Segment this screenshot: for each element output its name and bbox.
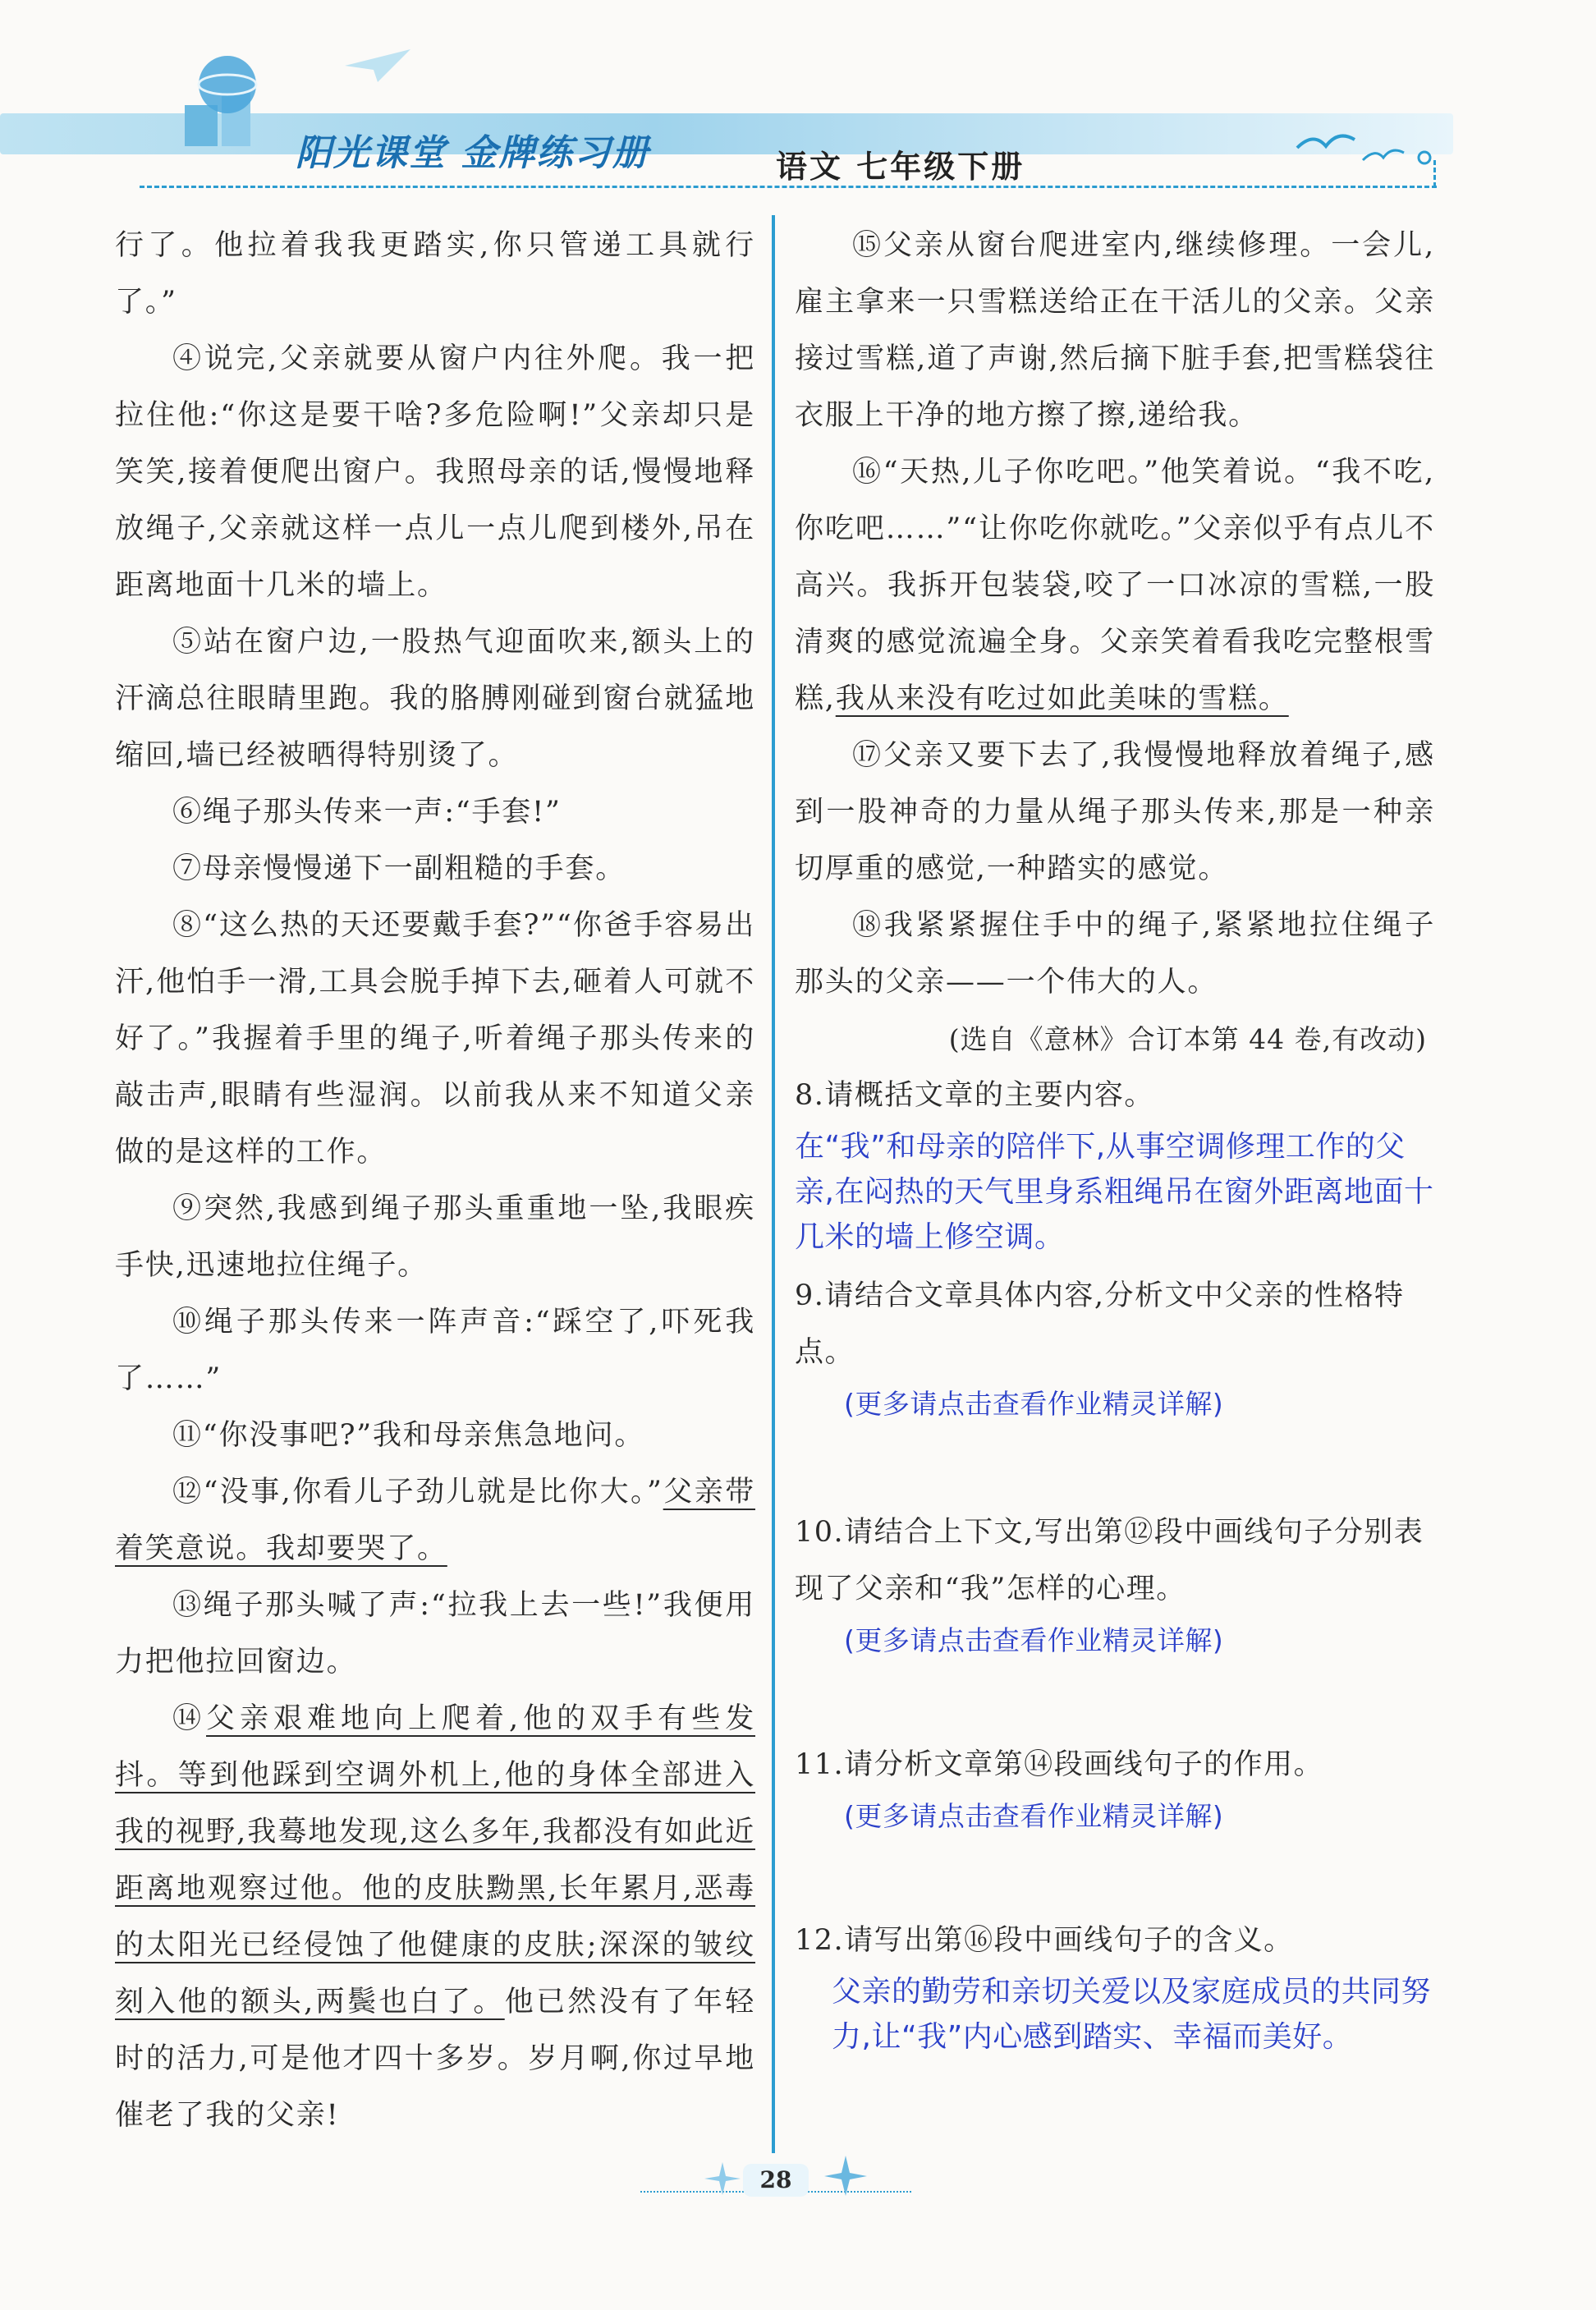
question-11-text: 11.请分析文章第⑭段画线句子的作用。: [795, 1748, 1324, 1781]
book-title: 阳光课堂 金牌练习册: [296, 132, 650, 174]
paragraph-18: ⑱我紧紧握住手中的绳子,紧紧地拉住绳子那头的父亲——一个伟大的人。: [795, 909, 1435, 999]
paragraph-16-underline: 我从来没有吃过如此美味的雪糕。: [835, 682, 1289, 715]
footer-sparkle-icon: [821, 2153, 870, 2198]
left-column: [115, 218, 755, 2144]
paragraph-12-underline: 父亲带着笑意说。我却要哭了。: [115, 1476, 755, 1565]
question-11: [795, 1737, 1435, 1839]
question-8: [795, 1068, 1435, 1260]
question-12-text: 12.请写出第⑯段中画线句子的含义。: [795, 1924, 1294, 1957]
paragraph-7: ⑦母亲慢慢递下一副粗糙的手套。: [172, 852, 626, 885]
paragraph-5: ⑤站在窗户边,一股热气迎面吹来,额头上的汗滴总往眼睛里跑。我的胳膊刚碰到窗台就猛地缩回,墙已经被晒得特别烫了。: [115, 626, 755, 772]
question-10: [795, 1504, 1435, 1663]
question-12-answer: 父亲的勤劳和亲切关爱以及家庭成员的共同努力,让“我”内心感到踏实、幸福而美好。: [832, 1975, 1432, 2054]
paragraph-15: ⑮父亲从窗台爬进室内,继续修理。一会儿,雇主拿来一只雪糕送给正在干活儿的父亲。父亲接过雪糕,道了声谢,然后摘下脏手套,把雪糕袋往衣服上干净的地方擦了擦,递给我。: [795, 229, 1435, 432]
subject-grade: 语文 七年级下册: [776, 149, 1025, 185]
paragraph-14-text: 他已然没有了年轻时的活力,可是他才四十多岁。岁月啊,你过早地催老了我的父亲!: [115, 1986, 755, 2132]
question-9-text: 9.请结合文章具体内容,分析文中父亲的性格特点。: [795, 1279, 1405, 1369]
footer-star-icon: [698, 2158, 747, 2199]
paragraph-3-end: 行了。他拉着我我更踏实,你只管递工具就行了。”: [115, 229, 755, 319]
paragraph-14-number: ⑭: [172, 1702, 207, 1735]
header-dash-line: [140, 186, 1437, 188]
question-9: [795, 1268, 1435, 1426]
paragraph-10: ⑩绳子那头传来一阵声音:“踩空了,吓死我了……”: [115, 1306, 755, 1395]
question-9-detail-link[interactable]: (更多请点击查看作业精灵详解): [844, 1388, 1224, 1420]
birds-icon: [1289, 115, 1437, 172]
paragraph-6: ⑥绳子那头传来一声:“手套!”: [172, 796, 562, 829]
page-number: 28: [743, 2164, 809, 2197]
paragraph-17: ⑰父亲又要下去了,我慢慢地释放着绳子,感到一股神奇的力量从绳子那头传来,那是一种亲切厚重的感觉,一种踏实的感觉。: [795, 739, 1435, 885]
paragraph-8: ⑧“这么热的天还要戴手套?”“你爸手容易出汗,他怕手一滑,工具会脱手掉下去,砸着人可就不好了。”我握着手里的绳子,听着绳子那头传来的敲击声,眼睛有些湿润。以前我从来不知道父亲做的是这样的工作。: [115, 909, 755, 1169]
paragraph-13: ⑬绳子那头喊了声:“拉我上去一些!”我便用力把他拉回窗边。: [115, 1589, 755, 1679]
question-11-detail-link[interactable]: (更多请点击查看作业精灵详解): [844, 1800, 1224, 1832]
page-header: [0, 0, 1596, 197]
paragraph-12: [115, 1464, 755, 1578]
globe-icon: [177, 48, 279, 150]
question-8-answer: 在“我”和母亲的陪伴下,从事空调修理工作的父亲,在闷热的天气里身系粗绳吊在窗外距离地面十几米的墙上修空调。: [795, 1130, 1434, 1254]
paragraph-16-text: ⑯“天热,儿子你吃吧。”他笑着说。“我不吃,你吃吧……”“让你吃你就吃。”父亲似乎有点儿不高兴。我拆开包装袋,咬了一口冰凉的雪糕,一股清爽的感觉流遍全身。父亲笑着看我吃完整根雪糕,: [795, 456, 1435, 715]
question-10-text: 10.请结合上下文,写出第⑫段中画线句子分别表现了父亲和“我”怎样的心理。: [795, 1516, 1424, 1605]
right-column: [795, 218, 1435, 2060]
header-dash-corner: [1433, 160, 1436, 187]
column-divider: [772, 215, 775, 2153]
paragraph-12-text: ⑫“没事,你看儿子劲儿就是比你大。”: [172, 1476, 663, 1509]
paragraph-14-underline: 父亲艰难地向上爬着,他的双手有些发抖。等到他踩到空调外机上,他的身体全部进入我的视野,我蓦地发现,这么多年,我都没有如此近距离地观察过他。他的皮肤黝黑,长年累月,恶毒的太阳光已经侵蚀了他健康的皮肤;深深的皱纹刻入他的额头,两鬓也白了。: [115, 1702, 755, 2018]
paragraph-9: ⑨突然,我感到绳子那头重重地一坠,我眼疾手快,迅速地拉住绳子。: [115, 1192, 755, 1282]
source-citation: (选自《意林》合订本第 44 卷,有改动): [948, 1023, 1427, 1055]
paragraph-16: [795, 444, 1435, 728]
question-12: [795, 1913, 1435, 2060]
paragraph-14: [115, 1691, 755, 2144]
paragraph-4: ④说完,父亲就要从窗户内往外爬。我一把拉住他:“你这是要干啥?多危险啊!”父亲却只是笑笑,接着便爬出窗户。我照母亲的话,慢慢地释放绳子,父亲就这样一点儿一点儿爬到楼外,吊在距离地面十几米的墙上。: [115, 342, 755, 602]
paragraph-11: ⑪“你没事吧?”我和母亲焦急地问。: [172, 1419, 645, 1452]
question-10-detail-link[interactable]: (更多请点击查看作业精灵详解): [844, 1624, 1224, 1656]
paper-plane-icon: [345, 49, 410, 82]
question-8-text: 8.请概括文章的主要内容。: [795, 1079, 1154, 1112]
